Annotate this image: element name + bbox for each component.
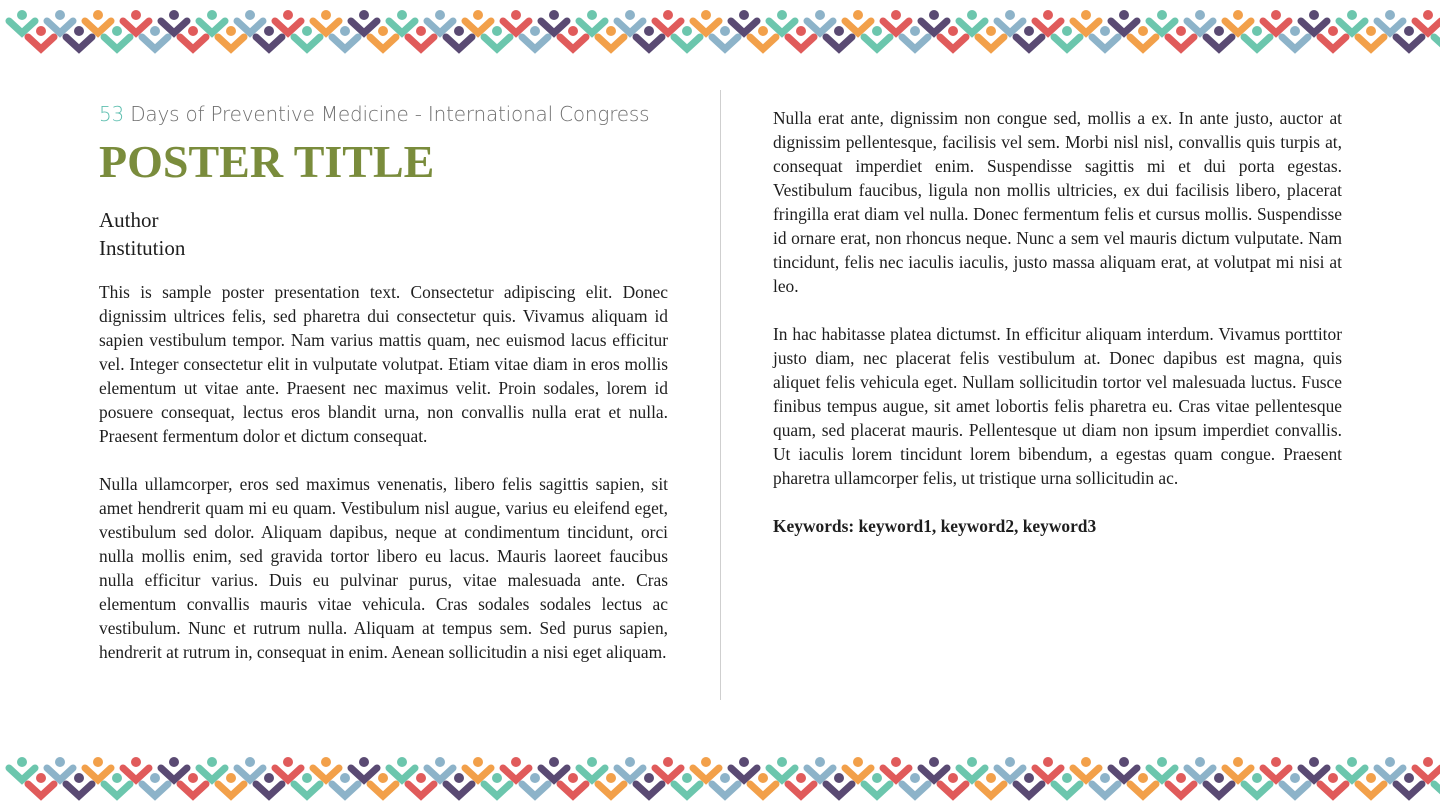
pattern-figure: [1111, 757, 1156, 796]
pattern-figure: [807, 757, 852, 796]
pattern-figure: [1111, 10, 1156, 49]
pattern-figure: [1225, 757, 1270, 796]
pattern-figure: [275, 10, 320, 49]
pattern-figure: [655, 10, 700, 49]
pattern-figure: [883, 10, 928, 49]
pattern-figure: [921, 10, 966, 49]
pattern-figure: [427, 757, 472, 796]
pattern-figure: [1339, 10, 1384, 49]
pattern-figure: [579, 757, 624, 796]
right-paragraph-2: In hac habitasse platea dictumst. In efficitur aliquam interdum. Vivamus porttitor justo diam, nec placerat felis vestibulum at. Donec dapibus est magna, quis aliquet felis vehicula eget. Nullam sollicitudin tortor vel malesuada luctus. Fusce finibus tempus augue, sit amet lobortis felis pharetra eu. Cras vitae pellentesque quam, sed placerat mauris. Pellentesque ut diam non ipsum imperdiet convallis. Ut iaculis lorem tincidunt lorem bibendum, a egestas quam congue. Praesent pharetra ullamcorper felis, ut tristique urna sollicitudin ac.: [773, 324, 1342, 488]
pattern-figure: [1377, 757, 1422, 796]
pattern-figure: [351, 757, 396, 796]
pattern-figure: [959, 757, 1004, 796]
pattern-figure: [769, 10, 814, 49]
pattern-figure: [997, 757, 1042, 796]
pattern-figure: [1301, 10, 1346, 49]
pattern-figure: [617, 10, 662, 49]
pattern-figure: [85, 10, 130, 49]
left-column: [99, 100, 668, 664]
pattern-figure: [1187, 10, 1232, 49]
pattern-figure: [655, 757, 700, 796]
pattern-figure: [47, 10, 92, 49]
pattern-figure: [465, 10, 510, 49]
institution-name: Institution: [99, 236, 186, 260]
pattern-figure: [237, 10, 282, 49]
pattern-figure: [313, 757, 358, 796]
pattern-figure: [997, 10, 1042, 49]
pattern-figure: [1035, 757, 1080, 796]
pattern-figure: [959, 10, 1004, 49]
pattern-figure: [9, 757, 54, 796]
pattern-figure: [807, 10, 852, 49]
pattern-figure: [313, 10, 358, 49]
pattern-figure: [1073, 757, 1118, 796]
pattern-figure: [541, 757, 586, 796]
pattern-figure: [427, 10, 472, 49]
congress-number: 53: [99, 102, 125, 126]
pattern-figure: [389, 757, 434, 796]
pattern-figure: [1073, 10, 1118, 49]
pattern-figure: [693, 757, 738, 796]
pattern-figure: [123, 10, 168, 49]
top-decorative-pattern: [0, 7, 1440, 59]
pattern-figure: [1149, 757, 1194, 796]
author-name: Author: [99, 208, 159, 232]
pattern-figure: [541, 10, 586, 49]
pattern-figure: [503, 10, 548, 49]
pattern-figure: [1301, 757, 1346, 796]
left-paragraph-2: Nulla ullamcorper, eros sed maximus venenatis, libero felis sagittis sapien, sit amet hendrerit quam mi eu quam. Vestibulum nisl augue, varius eu eleifend eget, vestibulum sed dolor. Aliquam dapibus, neque at condimentum tincidunt, orci nulla mollis enim, sed gravida tortor libero eu lacus. Mauris laoreet faucibus nulla efficitur varius. Duis eu pulvinar purus, vitae malesuada ante. Cras elementum convallis mauris vitae vehicula. Cras sodales sodales lectus ac vestibulum. Nunc et rutrum nulla. Aliquam at tempus sem. Sed purus sapien, hendrerit at rutrum in, consequat in enim. Aenean sollicitudin a nisi eget aliquam.: [99, 474, 668, 662]
pattern-figure: [845, 757, 890, 796]
bottom-decorative-pattern: [0, 754, 1440, 806]
keywords: Keywords: keyword1, keyword2, keyword3: [773, 516, 1097, 536]
pattern-figure: [237, 757, 282, 796]
pattern-figure: [465, 757, 510, 796]
right-paragraph-1: Nulla erat ante, dignissim non congue sed, mollis a ex. In ante justo, auctor at dignissim pellentesque, facilisis vel sem. Morbi nisl nisl, convallis quis turpis at, consequat imperdiet enim. Suspendisse sagittis mi et dui porta egestas. Vestibulum faucibus, ligula non mollis ultricies, ex dui facilisis libero, placerat fringilla erat diam vel nulla. Donec fermentum felis et cursus mollis. Suspendisse id ornare erat, non rhoncus neque. Nunc a sem vel mauris dictum vulputate. Nam tincidunt, felis nec iaculis iaculis, justo massa aliquam erat, at volutpat mi nisi at leo.: [773, 108, 1342, 296]
pattern-figure: [731, 757, 776, 796]
left-paragraph-1: This is sample poster presentation text. Consectetur adipiscing elit. Donec dignissim ultrices felis, sed pharetra dui consectetur quis. Vivamus aliquam id sapien vestibulum tempor. Nam varius mattis quam, nec euismod lacus efficitur vel. Integer consectetur elit in vulputate volutpat. Etiam vitae diam in eros mollis elementum ut vitae ante. Praesent nec maximus velit. Proin sodales, lorem id posuere consequat, lectus eros blandit urna, non convallis nulla erat et nulla. Praesent fermentum dolor et dictum consequat.: [99, 282, 668, 446]
pattern-figure: [579, 10, 624, 49]
pattern-figure: [199, 10, 244, 49]
pattern-figure: [351, 10, 396, 49]
pattern-figure: [1149, 10, 1194, 49]
pattern-figure: [161, 10, 206, 49]
pattern-figure: [47, 757, 92, 796]
right-column: [773, 106, 1342, 538]
pattern-figure: [85, 757, 130, 796]
pattern-figure: [161, 757, 206, 796]
pattern-figure: [1263, 757, 1308, 796]
pattern-figure: [123, 757, 168, 796]
poster-title: POSTER TITLE: [99, 136, 435, 187]
congress-title: Days of Preventive Medicine - International Congress: [124, 102, 650, 126]
pattern-figure: [503, 757, 548, 796]
pattern-figure: [199, 757, 244, 796]
pattern-figure: [617, 757, 662, 796]
pattern-figure: [9, 10, 54, 49]
pattern-figure: [275, 757, 320, 796]
pattern-figure: [1263, 10, 1308, 49]
pattern-figure: [883, 757, 928, 796]
pattern-figure: [1035, 10, 1080, 49]
pattern-figure: [1225, 10, 1270, 49]
pattern-figure: [1377, 10, 1422, 49]
pattern-figure: [693, 10, 738, 49]
congress-name: [99, 100, 668, 128]
column-divider: [720, 90, 721, 700]
pattern-figure: [845, 10, 890, 49]
pattern-figure: [1187, 757, 1232, 796]
pattern-figure: [769, 757, 814, 796]
pattern-figure: [921, 757, 966, 796]
pattern-figure: [731, 10, 776, 49]
pattern-figure: [1339, 757, 1384, 796]
pattern-figure: [389, 10, 434, 49]
